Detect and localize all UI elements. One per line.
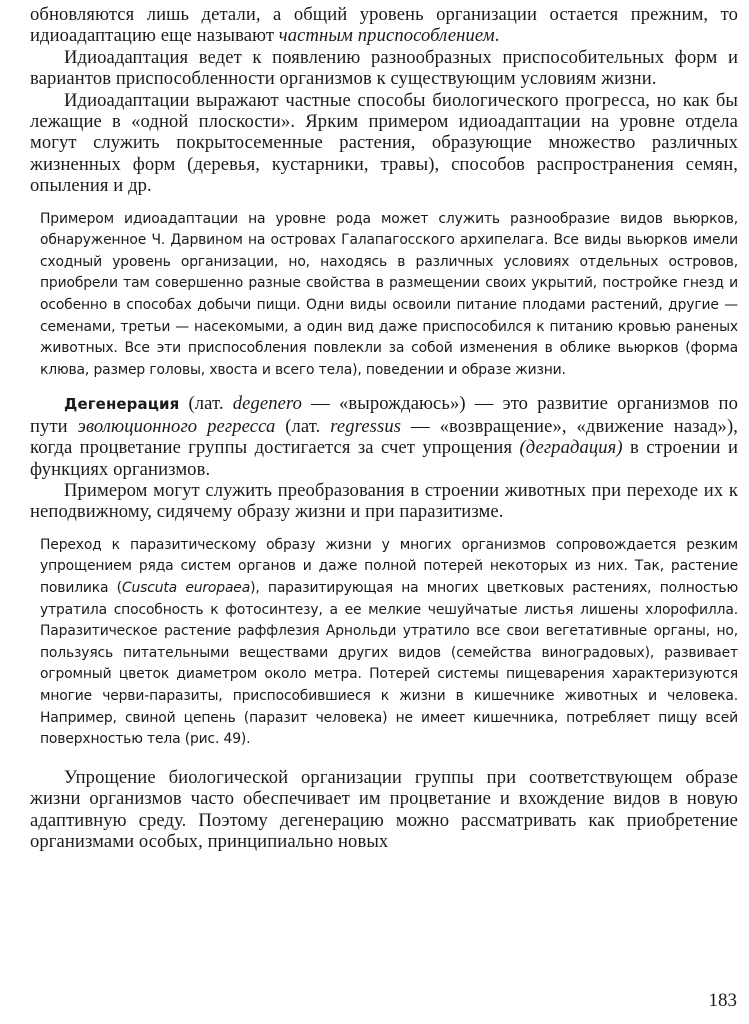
text-fragment: (лат. — [275, 415, 331, 437]
paragraph-simplification: Упрощение биологической организации группы при соответствующем образе жизни организмов часто обеспечивает им процветание и вхождение видов в новую адаптивную среду. Поэтому дегенерацию можно рассматривать как приобретение организмами особых, принципиально новых — [30, 766, 738, 852]
term-degeneration: Дегенерация — [64, 395, 180, 414]
latin-name-cuscuta: Cuscuta europaea — [121, 580, 251, 597]
example-text-parasitism — [40, 535, 738, 751]
text-fragment: — «возвращение», «движение назад»), когда процветание группы достигается за счет упрощения — [30, 415, 738, 459]
paragraph-text: обновляются лишь детали, а общий уровень организации остается прежним, то идиоадаптацию еще называют — [30, 4, 738, 47]
term-italic-partial-adaptation: частным приспособлением — [278, 25, 495, 47]
text-fragment: Переход к паразитическому образу жизни у многих организмов сопровождается резким упрощением ряда систем органов и даже полной потерей некоторых из них. Так, растение повилика ( — [40, 536, 738, 597]
latin-term-regressus: regressus — [330, 415, 402, 437]
latin-term-degenero: degenero — [232, 393, 303, 415]
term-degradation: (деградация) — [519, 437, 623, 459]
paragraph-idioadaptation-progress: Идиоадаптации выражают частные способы биологического прогресса, но как бы лежащие в «одной плоскости». Ярким примером идиоадаптации на уровне отдела могут служить покрытосеменные растения, образующие множество различных жизненных форм (деревья, кустарники, травы), способов распространения семян, опыления и др. — [30, 89, 738, 197]
example-text-finches: Примером идиоадаптации на уровне рода может служить разнообразие видов вьюрков, обнаруженное Ч. Дарвином на островах Галапагосского архипелага. Все виды вьюрков имели сходный уровень организации, но, находясь в различных условиях отдельных островов, приобрели там совершенно разные свойства в размещении своих укрытий, постройке гнезд и особенно в способах добычи пищи. Одни виды освоили питание плодами растений, другие — семенами, третьи — насекомыми, а один вид даже приспособился к питанию кровью раненых животных. Все эти приспособления повлекли за собой изменения в облике вьюрков (форма клюва, размер головы, хвоста и всего тела), поведении и образе жизни. — [40, 210, 738, 378]
paragraph-degeneration-examples: Примером могут служить преобразования в строении животных при переходе их к неподвижному, сидячему образу жизни и при паразитизме. — [30, 480, 738, 523]
page-number: 183 — [708, 990, 737, 1011]
paragraph-degeneration-definition — [30, 393, 738, 480]
text-fragment: (лат. — [179, 393, 233, 415]
paragraph-end: . — [494, 25, 500, 47]
text-fragment: — «вырождаюсь») — это развитие организмов по пути — [30, 393, 738, 437]
paragraph-idioadaptation-forms: Идиоадаптация ведет к появлению разнообразных приспособительных форм и вариантов приспособленности организмов к существующим условиям жизни. — [30, 46, 738, 90]
text-fragment: в строении и функциях организмов. — [30, 437, 739, 480]
paragraph-idioadaptation-details — [30, 4, 738, 47]
page-content — [30, 4, 738, 852]
example-box-finches — [30, 209, 738, 382]
example-box-parasitism — [30, 535, 738, 751]
term-evolutionary-regress: эволюционного регресса — [77, 415, 276, 437]
text-fragment: ), паразитирующая на многих цветковых растениях, полностью утратила способность к фотосинтезу, а ее мелкие чешуйчатые листья лишены хлорофилла. Паразитическое растение раффлезия Арнольди утратило все свои вегетативные органы, но, пользуясь питательными веществами других видов (семейства виноградовых), развивает огромный цветок диаметром около метра. Потерей системы пищеварения характеризуются многие черви-паразиты, приспособившиеся к жизни в кишечнике животных и человека. Например, свиной цепень (паразит человека) не имеет кишечника, потребляет пищу всей поверхностью тела (рис. 49). — [40, 580, 738, 748]
